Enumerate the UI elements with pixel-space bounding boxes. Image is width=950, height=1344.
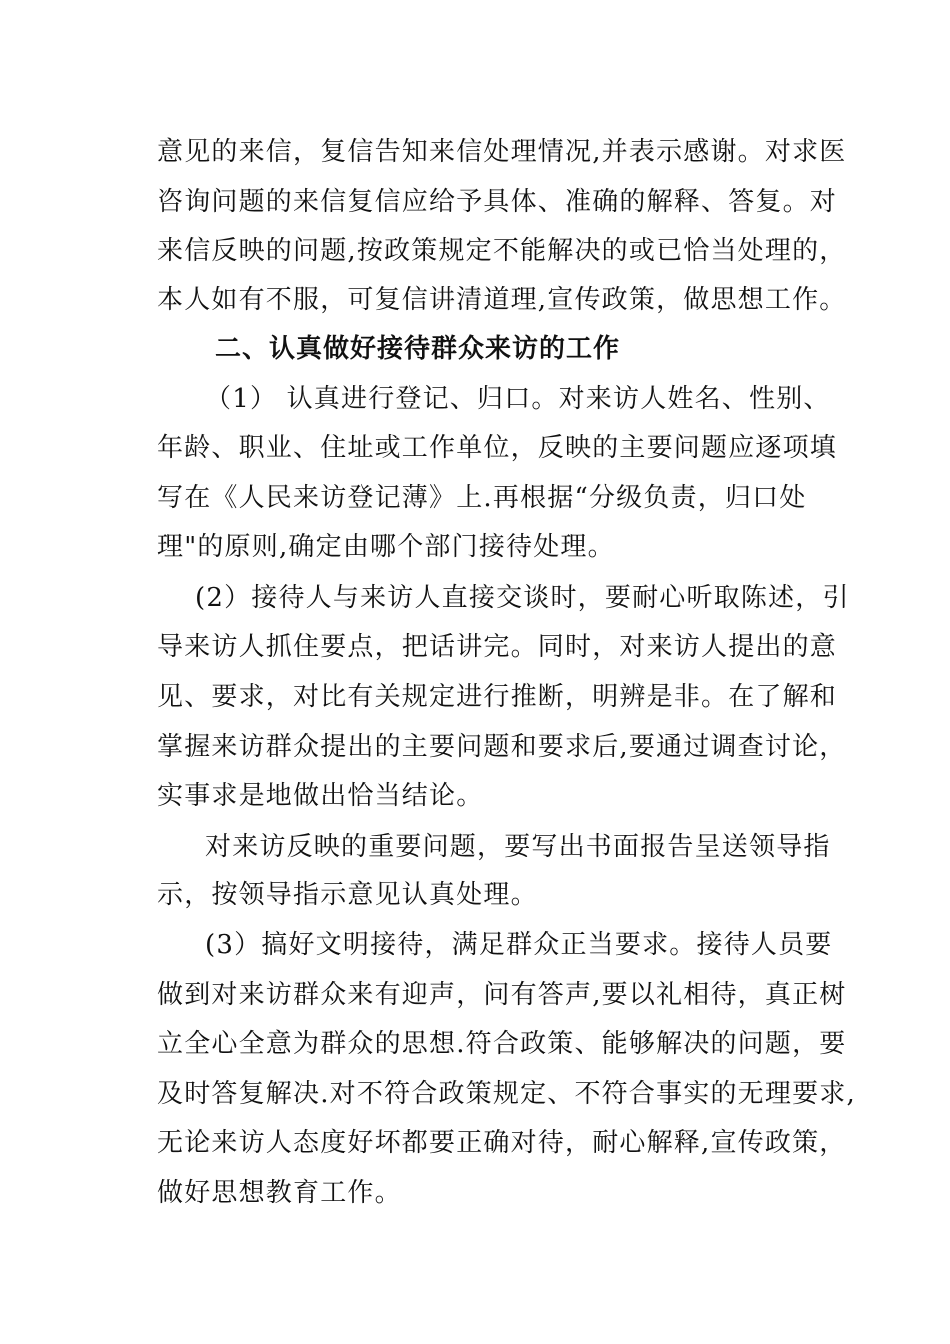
body-text-line: 导来访人抓住要点，把话讲完。同时，对来访人提出的意 bbox=[157, 632, 838, 662]
body-text-line: 意见的来信，复信告知来信处理情况,并表示感谢。对求医 bbox=[157, 137, 847, 167]
body-text-line: 本人如有不服，可复信讲清道理,宣传政策，做思想工作。 bbox=[157, 285, 847, 315]
body-text-line: (2）接待人与来访人直接交谈时，要耐心听取陈述，引 bbox=[195, 583, 850, 613]
body-text-line: （1） 认真进行登记、归口。对来访人姓名、性别、 bbox=[205, 384, 831, 414]
body-text-line: 理"的原则,确定由哪个部门接待处理。 bbox=[157, 532, 615, 562]
body-text-line: 及时答复解决.对不符合政策规定、不符合事实的无理要求, bbox=[157, 1079, 856, 1109]
body-text-line: 见、要求，对比有关规定进行推断，明辨是非。在了解和 bbox=[157, 682, 838, 712]
body-text-line: 示，按领导指示意见认真处理。 bbox=[157, 880, 538, 910]
section-heading: 二、认真做好接待群众来访的工作 bbox=[215, 334, 621, 364]
body-text-line: 无论来访人态度好坏都要正确对待，耐心解释,宣传政策， bbox=[157, 1128, 847, 1158]
body-text-line: 立全心全意为群众的思想.符合政策、能够解决的问题，要 bbox=[157, 1029, 847, 1059]
body-text-line: 对来访反映的重要问题，要写出书面报告呈送领导指 bbox=[205, 832, 831, 862]
body-text-line: 掌握来访群众提出的主要问题和要求后,要通过调查讨论， bbox=[157, 732, 847, 762]
body-text-line: 做好思想教育工作。 bbox=[157, 1178, 402, 1208]
body-text-line: 咨询问题的来信复信应给予具体、准确的解释、答复。对 bbox=[157, 187, 838, 217]
body-text-line: 写在《人民来访登记薄》上.再根据“分级负责，归口处 bbox=[157, 483, 807, 513]
body-text-line: 来信反映的问题,按政策规定不能解决的或已恰当处理的， bbox=[157, 236, 847, 266]
body-text-line: 实事求是地做出恰当结论。 bbox=[157, 781, 484, 811]
body-text-line: 做到对来访群众来有迎声，问有答声,要以礼相待，真正树 bbox=[157, 980, 847, 1010]
body-text-line: 年龄、职业、住址或工作单位，反映的主要问题应逐项填 bbox=[157, 433, 838, 463]
body-text-line: (3）搞好文明接待，满足群众正当要求。接待人员要 bbox=[205, 930, 833, 960]
